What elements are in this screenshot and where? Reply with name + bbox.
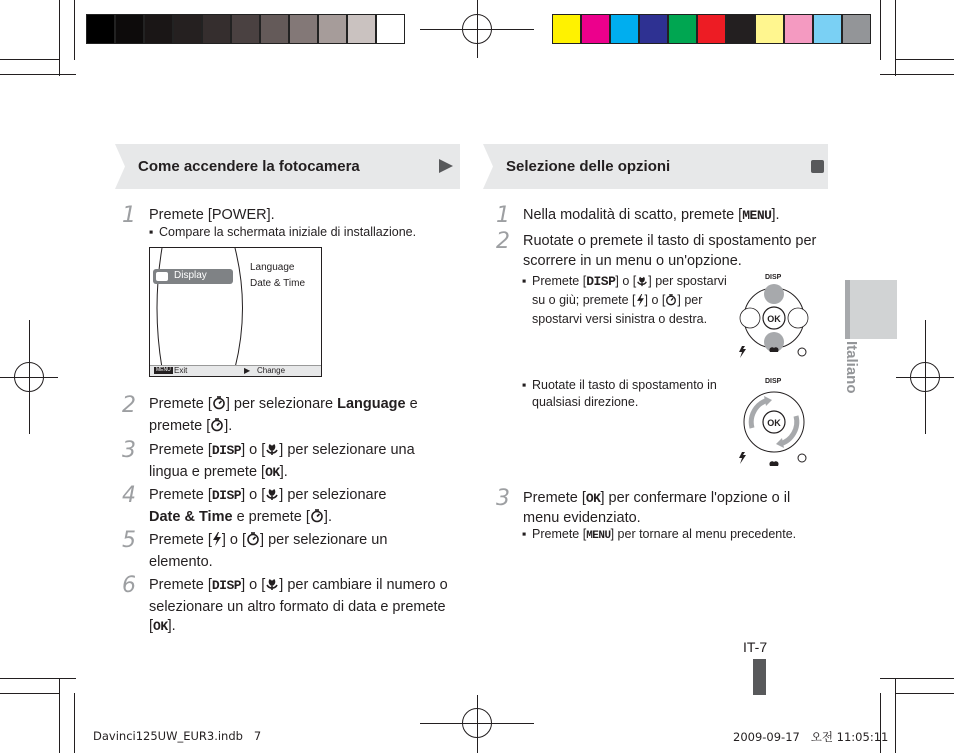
color-swatch bbox=[726, 14, 755, 44]
step-number: 3 bbox=[122, 438, 136, 463]
section-end-square-icon bbox=[811, 160, 824, 173]
step-number: 1 bbox=[122, 203, 136, 228]
ok-key: OK bbox=[265, 464, 280, 480]
color-swatch bbox=[260, 14, 289, 44]
right-step-2-text: Ruotate o premete il tasto di spostamento per scorrere in un menu o un'opzione. bbox=[523, 233, 817, 269]
color-swatch bbox=[668, 14, 697, 44]
color-swatch bbox=[115, 14, 144, 44]
ok-key: OK bbox=[585, 491, 601, 506]
step-number: 6 bbox=[122, 573, 136, 598]
step-number: 2 bbox=[122, 393, 136, 418]
color-swatch bbox=[755, 14, 784, 44]
change-label: Change bbox=[257, 366, 286, 375]
display-tab-icon bbox=[156, 272, 168, 281]
power-key: POWER bbox=[211, 207, 267, 223]
color-swatch bbox=[86, 14, 115, 44]
color-swatch bbox=[552, 14, 581, 44]
menu-key: MENU bbox=[586, 530, 611, 542]
color-swatch bbox=[231, 14, 260, 44]
right-step-3-text: Premete [OK] per confermare l'opzione o il menu evidenziato. bbox=[523, 490, 791, 526]
step-4-text: Premete [DISP] o [ ] per selezionare Date & Time e premete [ ]. bbox=[149, 486, 449, 529]
macro-flower-icon bbox=[265, 487, 279, 508]
disp-key: DISP bbox=[586, 274, 616, 289]
step-number: 2 bbox=[496, 229, 510, 254]
flash-icon bbox=[212, 532, 222, 553]
step-number: 3 bbox=[496, 486, 510, 511]
ok-key: OK bbox=[153, 619, 168, 634]
color-swatch bbox=[318, 14, 347, 44]
timer-icon bbox=[310, 509, 324, 530]
color-swatch bbox=[376, 14, 405, 44]
camera-setup-screen bbox=[149, 247, 322, 377]
exit-label: Exit bbox=[174, 366, 188, 375]
navigation-dial-rotate bbox=[738, 378, 810, 470]
right-bullet-3: ▪ Premete [MENU] per tornare al menu precedente. bbox=[522, 527, 797, 542]
triangle-continue-icon bbox=[438, 158, 454, 174]
display-tab-label: Display bbox=[174, 270, 207, 281]
menu-key: MENU bbox=[742, 208, 772, 223]
language-tab bbox=[846, 280, 897, 339]
right-bullet-1: ▪ Premete [DISP] o [ ] per spostarvi su o giù; premete [ ] o [ ] per spostarvi versi sinistra o destra. bbox=[522, 274, 727, 326]
timer-icon bbox=[665, 294, 677, 311]
dial-disp-label: DISP bbox=[765, 378, 782, 385]
color-swatch bbox=[289, 14, 318, 44]
color-swatch bbox=[813, 14, 842, 44]
macro-flower-icon bbox=[265, 442, 279, 463]
right-section-title: Selezione delle opzioni bbox=[506, 158, 671, 175]
right-step-1-text: Nella modalità di scatto, premete [MENU]. bbox=[523, 207, 780, 223]
dial-disp-label: DISP bbox=[765, 274, 782, 281]
disp-key: DISP bbox=[211, 488, 242, 503]
step-1-text: Premete [POWER]. bbox=[149, 207, 275, 223]
step-number: 1 bbox=[496, 203, 510, 228]
color-swatch bbox=[784, 14, 813, 44]
right-arrow-icon: ▶ bbox=[244, 366, 251, 375]
color-swatch bbox=[697, 14, 726, 44]
macro-flower-icon bbox=[265, 577, 279, 598]
timer-icon bbox=[246, 532, 260, 553]
menu-key-badge: MENU bbox=[156, 367, 171, 373]
color-swatch bbox=[842, 14, 871, 44]
step-1-bullet: ▪ Compare la schermata iniziale di installazione. bbox=[149, 225, 417, 239]
macro-flower-icon bbox=[636, 275, 648, 292]
disp-key: DISP bbox=[211, 443, 242, 458]
navigation-dial-press bbox=[738, 274, 810, 358]
left-section-title: Come accendere la fotocamera bbox=[138, 158, 360, 175]
flash-icon bbox=[636, 294, 645, 311]
timer-icon bbox=[210, 418, 224, 439]
step-6-text: Premete [DISP] o [ ] per cambiare il numero o selezionare un altro formato di data e premete [OK]. bbox=[149, 577, 448, 634]
step-number: 5 bbox=[122, 528, 136, 553]
svg-text:OK: OK bbox=[767, 418, 781, 428]
page-number: IT-7 bbox=[743, 639, 768, 655]
timer-icon bbox=[212, 396, 226, 417]
page-number-bar bbox=[753, 659, 766, 695]
color-swatch bbox=[202, 14, 231, 44]
screen-curve-left bbox=[150, 248, 322, 377]
color-swatch bbox=[581, 14, 610, 44]
step-2-text: Premete [ ] per selezionare Language e premete [ ]. bbox=[149, 395, 449, 438]
menu-item-date-time: Date & Time bbox=[250, 278, 306, 289]
language-tab-label: Italiano bbox=[843, 341, 860, 394]
step-number: 4 bbox=[122, 483, 136, 508]
color-swatch bbox=[610, 14, 639, 44]
language-tab-bar bbox=[845, 280, 850, 339]
color-swatch bbox=[347, 14, 376, 44]
right-bullet-2: ▪ Ruotate il tasto di spostamento in qualsiasi direzione. bbox=[522, 378, 717, 409]
color-swatch bbox=[144, 14, 173, 44]
footer-timestamp: 2009-09-17 오전 11:05:11 bbox=[733, 730, 889, 744]
color-swatch bbox=[639, 14, 668, 44]
footer-file-info: Davinci125UW_EUR3.indb 7 bbox=[93, 729, 262, 743]
step-5-text: Premete [ ] o [ ] per selezionare un elemento. bbox=[149, 532, 388, 570]
svg-text:OK: OK bbox=[767, 314, 781, 324]
disp-key: DISP bbox=[211, 578, 242, 593]
menu-item-language: Language bbox=[250, 262, 295, 273]
step-3-text: Premete [DISP] o [ ] per selezionare una lingua e premete [OK]. bbox=[149, 442, 415, 480]
color-swatch bbox=[173, 14, 202, 44]
